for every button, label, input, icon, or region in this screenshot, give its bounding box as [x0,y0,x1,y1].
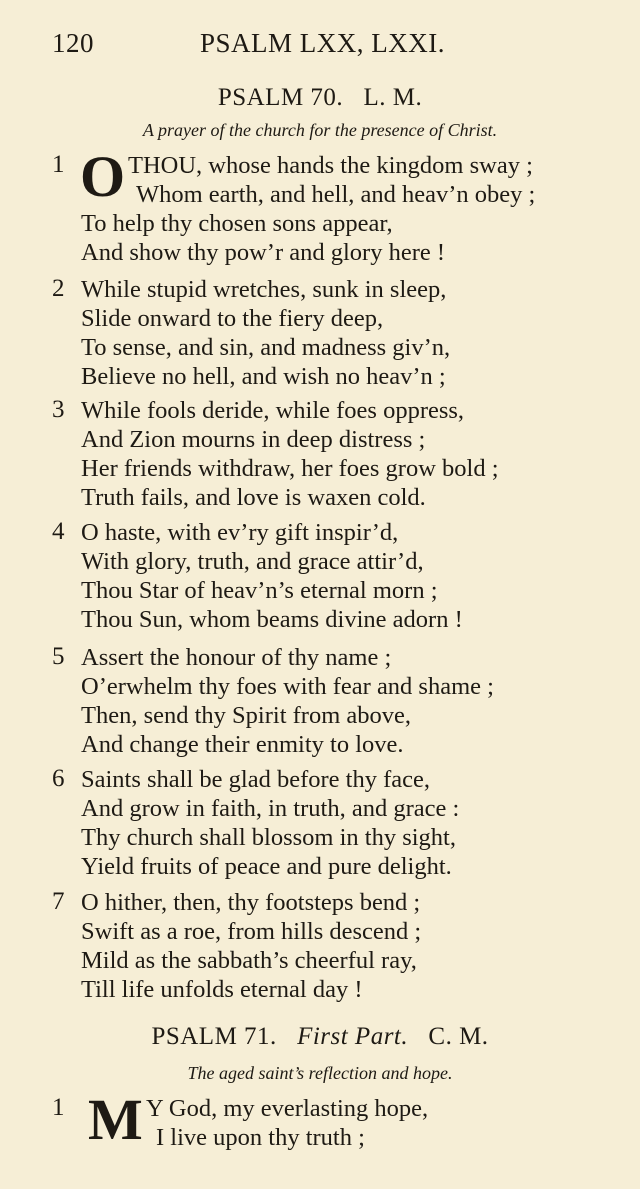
psalm-71-part: First Part. [297,1023,409,1050]
psalm-71-title [0,1023,640,1051]
verse-line: Whom earth, and hell, and heav’n obey ; [136,181,536,208]
stanza-number: 2 [52,275,65,302]
verse-line: O haste, with ev’ry gift inspir’d, [81,519,399,546]
verse-line: Yield fruits of peace and pure delight. [81,853,452,880]
drop-cap: O [80,144,126,209]
running-head [52,28,600,68]
verse-line: Saints shall be glad before thy face, [81,766,431,793]
verse-line: Y God, my everlasting hope, [146,1095,429,1122]
verse-line: Her friends withdraw, her foes grow bold ; [81,455,499,482]
stanza-number: 7 [52,888,65,915]
verse-line: And show thy pow’r and glory here ! [81,239,446,266]
verse-line: O’erwhelm thy foes with fear and shame ; [81,673,494,700]
psalm-71-meter: C. M. [428,1023,489,1050]
verse-line: Thou Star of heav’n’s eternal morn ; [81,577,438,604]
stanza-number: 3 [52,396,65,423]
running-title: PSALM LXX, LXXI. [200,28,446,58]
verse-line: Till life unfolds eternal day ! [81,976,363,1003]
verse-line: Thy church shall blossom in thy sight, [81,824,456,851]
psalm-71-subtitle: The aged saint’s reflection and hope. [187,1063,453,1083]
psalm-70-heading: PSALM 70. [217,84,344,111]
verse-line: And grow in faith, in truth, and grace : [81,795,460,822]
verse-line: And change their enmity to love. [81,731,404,758]
drop-cap: M [88,1087,143,1152]
verse-line: Truth fails, and love is waxen cold. [81,484,426,511]
stanza-number: 1 [52,151,65,178]
verse-line: While fools deride, while foes oppress, [81,397,465,424]
verse-line: Thou Sun, whom beams divine adorn ! [81,606,463,633]
verse-line: Mild as the sabbath’s cheerful ray, [81,947,417,974]
verse-line: I live upon thy truth ; [156,1124,365,1151]
verse-line: Swift as a roe, from hills descend ; [81,918,422,945]
verse-line: THOU, whose hands the kingdom sway ; [128,152,533,179]
verse-line: With glory, truth, and grace attir’d, [81,548,424,575]
verse-line: While stupid wretches, sunk in sleep, [81,276,447,303]
verse-line: To sense, and sin, and madness giv’n, [81,334,451,361]
verse-line: Believe no hell, and wish no heav’n ; [81,363,446,390]
stanza-number: 4 [52,518,65,545]
verse-line: And Zion mourns in deep distress ; [81,426,426,453]
verse-line: O hither, then, thy footsteps bend ; [81,889,421,916]
psalm-70-subtitle: A prayer of the church for the presence of Christ. [142,120,498,140]
stanza-number: 5 [52,643,65,670]
verse-line: Assert the honour of thy name ; [81,644,392,671]
stanza-number: 6 [52,765,65,792]
verse-line: To help thy chosen sons appear, [81,210,393,237]
verse-line: Slide onward to the fiery deep, [81,305,384,332]
psalm-70-title [0,84,640,112]
psalm-71-heading: PSALM 71. [151,1023,277,1050]
psalm-70-meter: L. M. [363,84,423,111]
stanza-number: 1 [52,1094,65,1121]
verse-line: Then, send thy Spirit from above, [81,702,412,729]
page-number: 120 [52,28,94,58]
